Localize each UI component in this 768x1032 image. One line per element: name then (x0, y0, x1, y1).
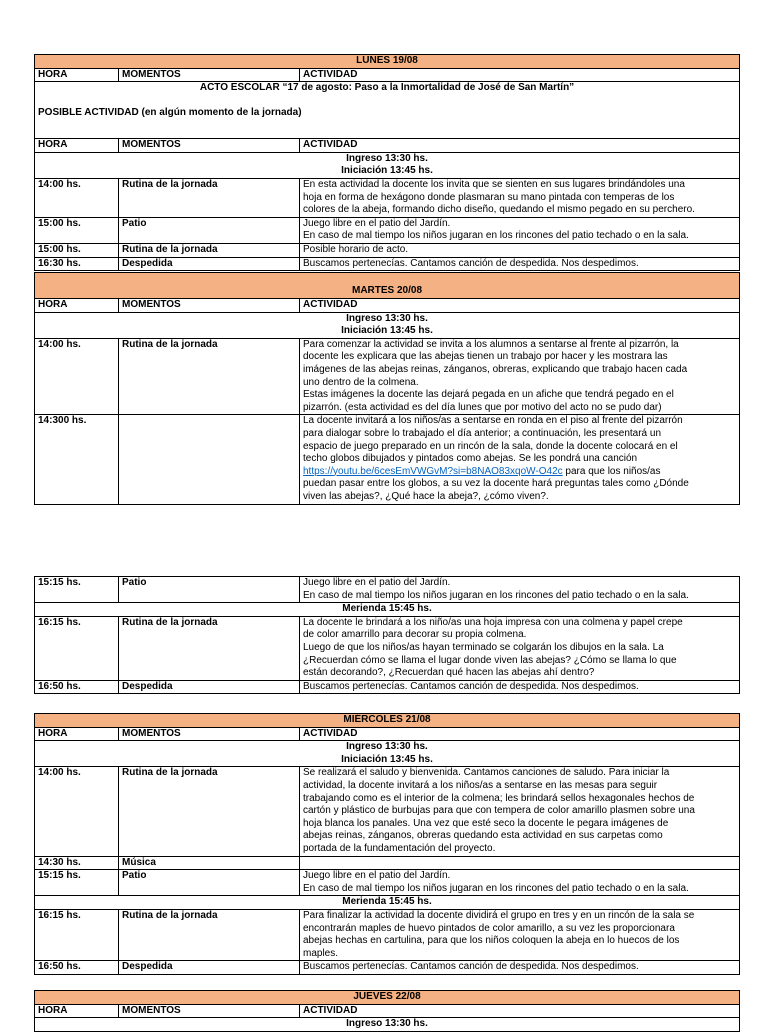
day-title: JUEVES 22/08 (35, 991, 740, 1005)
text-line: La docente invitará a los niños/as a sentarse en ronda en el piso al frente del pizarrón (303, 415, 683, 427)
text-line: Luego de que los niños/as hayan terminado se colgarán los dibujos en la sala. La (303, 641, 664, 653)
text-line: para dialogar sobre lo trabajado el día anterior; a continuación, les presentará un (303, 427, 662, 439)
text-line: ¿Recuerdan cómo se llama el lugar donde viven las abejas? ¿Cómo se llama lo que (303, 654, 677, 666)
text-line: Estas imágenes la docente las dejará pegada en un afiche que tendrá pegado en el (303, 389, 674, 401)
ingreso-text: Ingreso 13:30 hs. (346, 312, 428, 324)
col-momentos: MOMENTOS (119, 727, 300, 741)
lunes-table (34, 54, 740, 271)
text-line: hoja en forma de hexágono donde plasmaran su mano pintada con temperas de los (303, 191, 675, 203)
momento-cell: Rutina de la jornada (119, 243, 300, 257)
table-row (35, 243, 740, 257)
iniciacion-text: Iniciación 13:45 hs. (341, 165, 433, 177)
actividad-cell: Buscamos pertenecías. Cantamos canción de despedida. Nos despedimos. (300, 257, 740, 271)
merienda-text: Merienda 15:45 hs. (35, 603, 740, 617)
table-row (35, 577, 740, 603)
col-hora: HORA (35, 727, 119, 741)
ingreso-cell (35, 152, 740, 178)
hora-cell: 14:00 hs. (35, 767, 119, 856)
actividad-cell (300, 415, 740, 504)
col-actividad: ACTIVIDAD (300, 1004, 740, 1018)
text-line (303, 466, 736, 479)
col-actividad: ACTIVIDAD (300, 68, 740, 82)
momento-cell: Rutina de la jornada (119, 909, 300, 960)
text-line: encontrarán maples de huevo pintados de color amarillo, a su vez les proporcionara (303, 922, 675, 934)
col-actividad: ACTIVIDAD (300, 139, 740, 153)
text-line: Juego libre en el patio del Jardín. (303, 870, 451, 882)
acto-cell (35, 82, 740, 139)
table-row (35, 767, 740, 856)
hora-cell: 16:15 hs. (35, 616, 119, 680)
text-line: pizarrón. (esta actividad es del día lunes que por motivo del acto no se pudo dar) (303, 401, 662, 413)
jueves-table (34, 990, 740, 1032)
hora-cell: 14:00 hs. (35, 338, 119, 415)
text-line: cartón y plástico de burbujas para que con tempera de color amarillo plasmen sobre una (303, 805, 695, 817)
text-line: abejas hechas en cartulina, para que los niños coloquen la abeja en lo huecos de los (303, 935, 680, 947)
ingreso-cell (35, 741, 740, 767)
text-line: abejas reinas, zánganos, obreras quedando esta actividad en sus carpetas como (303, 830, 663, 842)
merienda-text: Merienda 15:45 hs. (35, 896, 740, 910)
hora-cell: 15:00 hs. (35, 217, 119, 243)
actividad-cell (300, 767, 740, 856)
text-line: En caso de mal tiempo los niños jugaran en los rincones del patio techado o en la sala. (303, 230, 689, 242)
table-row (35, 415, 740, 504)
col-momentos: MOMENTOS (119, 1004, 300, 1018)
text-line: La docente le brindará a los niño/as una hoja impresa con una colmena y papel crepe (303, 616, 683, 628)
actividad-cell (300, 338, 740, 415)
actividad-cell: Buscamos pertenecías. Cantamos canción de despedida. Nos despedimos. (300, 961, 740, 975)
text-line: colores de la abeja, formando dicho diseño, quedando el mismo pegado en su perchero. (303, 204, 695, 216)
col-hora: HORA (35, 139, 119, 153)
text-line: imágenes de las abejas reinas, zánganos, obreras, explicando que trabajo hacen cada (303, 363, 688, 375)
text-line: Para comenzar la actividad se invita a los alumnos a sentarse al frente al pizarrón, la (303, 338, 679, 350)
table-row (35, 680, 740, 694)
table-row (35, 217, 740, 243)
table-row (35, 856, 740, 870)
actividad-cell (300, 577, 740, 603)
hora-cell: 16:50 hs. (35, 680, 119, 694)
text-line: puedan pasar entre los globos, a su vez la docente hará preguntas tales como ¿Dónde (303, 478, 689, 490)
hora-cell: 16:15 hs. (35, 909, 119, 960)
hora-cell: 15:15 hs. (35, 870, 119, 896)
actividad-cell (300, 217, 740, 243)
martes-continuation-table (34, 576, 740, 694)
table-row (35, 338, 740, 415)
text-line: docente les explicara que las abejas tienen un trabajo por hacer y les mostrara las (303, 351, 668, 363)
song-link[interactable]: https://youtu.be/6cesEmVWGvM?si=b8NAO83xqoW-O42c (303, 465, 563, 477)
text-line: En esta actividad la docente los invita que se sienten en sus lugares brindándoles una (303, 178, 685, 190)
text-line: viven las abejas?, ¿Qué hace la abeja?, ¿cómo viven?. (303, 490, 549, 502)
col-actividad: ACTIVIDAD (300, 299, 740, 313)
text-line: espacio de juego preparado en un rincón de la sala, donde la docente colocará en el (303, 440, 678, 452)
col-hora: HORA (35, 299, 119, 313)
momento-cell: Rutina de la jornada (119, 767, 300, 856)
acto-title: ACTO ESCOLAR “17 de agosto: Paso a la Inmortalidad de José de San Martín” (199, 82, 575, 94)
momento-cell: Rutina de la jornada (119, 178, 300, 217)
text-line: techo globos dibujados y pintados como abejas. Se les pondrá una canción (303, 453, 638, 465)
text-line: actividad, la docente invitará a los niños/as a sentarse en las mesas para seguir (303, 779, 658, 791)
table-row (35, 257, 740, 271)
table-row (35, 616, 740, 680)
ingreso-text: Ingreso 13:30 hs. (346, 152, 428, 164)
actividad-cell (300, 909, 740, 960)
momento-cell: Patio (119, 870, 300, 896)
momento-cell: Despedida (119, 961, 300, 975)
ingreso-text: Ingreso 13:30 hs. (346, 741, 428, 753)
col-actividad: ACTIVIDAD (300, 727, 740, 741)
actividad-cell (300, 870, 740, 896)
day-title: MARTES 20/08 (35, 273, 740, 299)
text-line: Para finalizar la actividad la docente dividirá el grupo en tres y en un rincón de la sala se (303, 909, 695, 921)
momento-cell: Patio (119, 217, 300, 243)
text-line: En caso de mal tiempo los niños jugaran en los rincones del patio techado o en la sala. (303, 589, 689, 601)
hora-cell: 14:00 hs. (35, 178, 119, 217)
miercoles-table (34, 713, 740, 975)
text-line: Juego libre en el patio del Jardín. (303, 217, 451, 229)
col-momentos: MOMENTOS (119, 139, 300, 153)
col-momentos: MOMENTOS (119, 299, 300, 313)
ingreso-text: Ingreso 13:30 hs. (35, 1018, 740, 1032)
table-row (35, 178, 740, 217)
hora-cell: 16:50 hs. (35, 961, 119, 975)
col-hora: HORA (35, 68, 119, 82)
text-fragment: para que los niños/as (562, 465, 661, 477)
text-line: de color amarrillo para decorar su propia colmena. (303, 629, 527, 641)
momento-cell: Rutina de la jornada (119, 616, 300, 680)
day-title: MIÉRCOLES 21/08 (35, 714, 740, 728)
hora-cell: 15:00 hs. (35, 243, 119, 257)
posible-actividad: POSIBLE ACTIVIDAD (en algún momento de la jornada) (38, 107, 302, 119)
momento-cell: Patio (119, 577, 300, 603)
momento-cell: Despedida (119, 680, 300, 694)
iniciacion-text: Iniciación 13:45 hs. (341, 753, 433, 765)
actividad-cell: Buscamos pertenecías. Cantamos canción de despedida. Nos despedimos. (300, 680, 740, 694)
actividad-cell (300, 856, 740, 870)
actividad-cell (300, 178, 740, 217)
iniciacion-text: Iniciación 13:45 hs. (341, 325, 433, 337)
text-line: uno dentro de la colmena. (303, 376, 419, 388)
hora-cell: 14:300 hs. (35, 415, 119, 504)
martes-table (34, 272, 740, 505)
text-line: maples. (303, 947, 339, 959)
text-line: trabajando como es el interior de la colmena; les brindará sellos hexagonales hechos de (303, 792, 695, 804)
momento-cell: Despedida (119, 257, 300, 271)
col-hora: HORA (35, 1004, 119, 1018)
hora-cell: 14:30 hs. (35, 856, 119, 870)
text-line: están decorando?, ¿Recuerdan qué hacen las abejas ahí dentro? (303, 667, 595, 679)
ingreso-cell (35, 312, 740, 338)
day-title: LUNES 19/08 (35, 55, 740, 69)
text-line: Juego libre en el patio del Jardín. (303, 577, 451, 588)
text-line: portada de la fundamentación del proyecto. (303, 842, 496, 854)
momento-cell: Rutina de la jornada (119, 338, 300, 415)
table-row (35, 870, 740, 896)
text-line: hoja blanca los panales. Una vez que esté seco la docente le pegara imágenes de (303, 817, 669, 829)
actividad-cell: Posible horario de acto. (300, 243, 740, 257)
col-momentos: MOMENTOS (119, 68, 300, 82)
hora-cell: 15:15 hs. (35, 577, 119, 603)
table-row (35, 909, 740, 960)
hora-cell: 16:30 hs. (35, 257, 119, 271)
momento-cell (119, 415, 300, 504)
actividad-cell (300, 616, 740, 680)
table-row (35, 961, 740, 975)
text-line: Se realizará el saludo y bienvenida. Cantamos canciones de saludo. Para iniciar la (303, 767, 670, 779)
momento-cell: Música (119, 856, 300, 870)
text-line: En caso de mal tiempo los niños jugaran en los rincones del patio techado o en la sala. (303, 882, 689, 894)
